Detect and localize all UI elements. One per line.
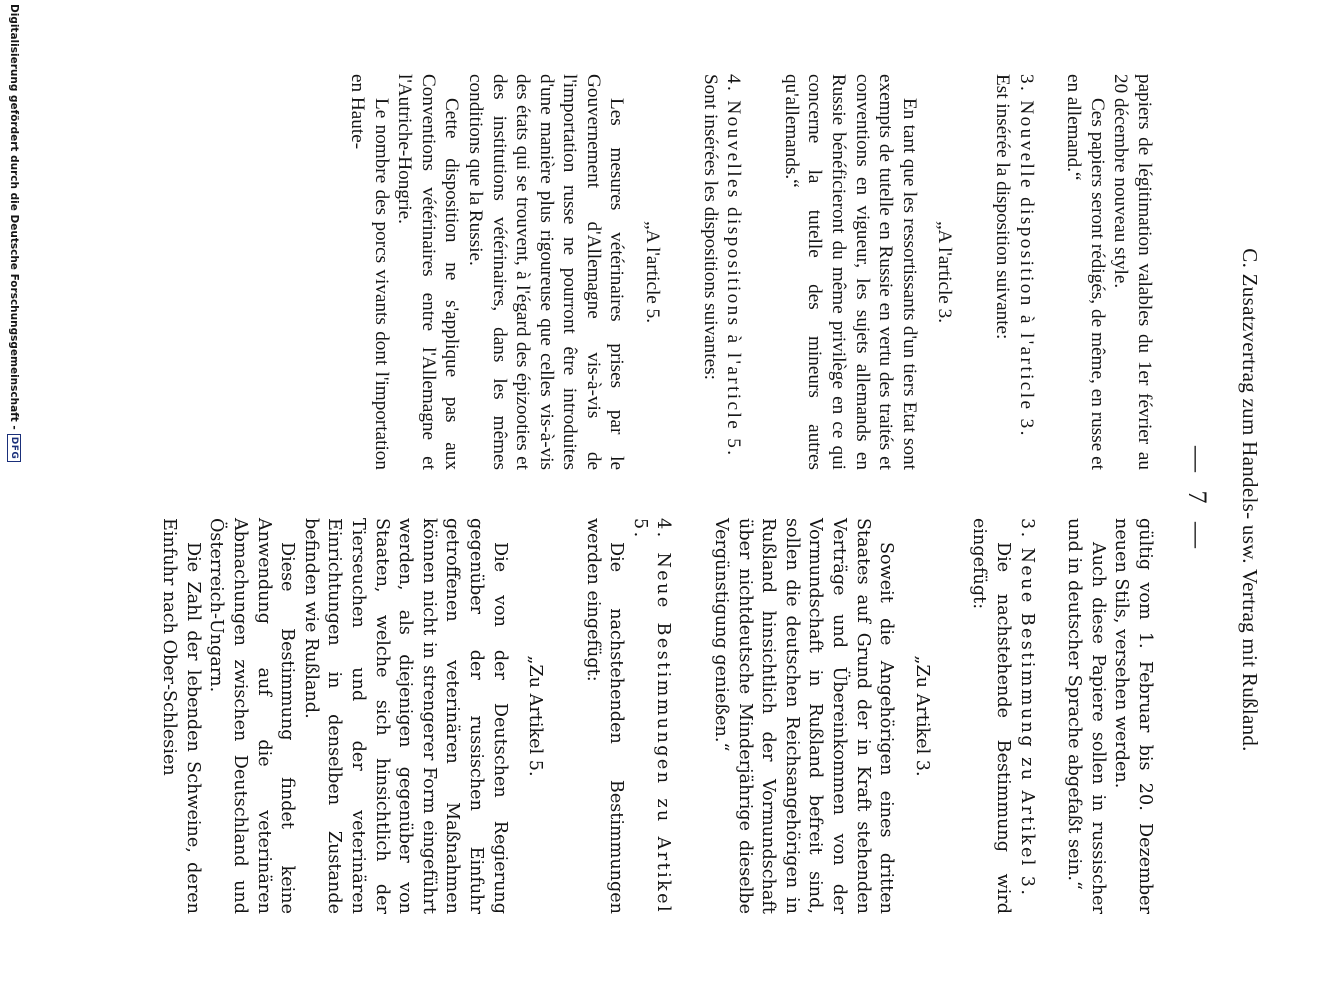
german-section-4-paragraph-1: Die von der Deutschen Regierung gegenüber der russischen Einfuhr getroffenen veterinären Maßnahmen können nicht in strengerer Form eingeführt werden, als diejenigen gegenüber von Staaten, welche sich hinsichtlich der Tierseuchen und der veterinären Einrichtungen in denselben Zustande befinden wie Rußland.: [300, 518, 510, 914]
german-section-3-quote-title: „Zu Artikel 3.: [911, 655, 932, 777]
french-intro: papiers de légitimation valables du 1er février au 20 décembre nouveau style.: [1110, 74, 1155, 470]
german-intro-2: Auch diese Papiere sollen in russischer und in deutscher Sprache abgefaßt sein.“: [1064, 518, 1108, 914]
french-column: [345, 74, 1156, 470]
german-section-3-lead: Die nachstehende Bestimmung wird eingefügt:: [969, 518, 1014, 914]
digitization-footer-text: Digitalisierung gefördert durch die Deutsche Forschungsgemeinschaft -: [8, 4, 20, 430]
german-section-4-heading: 4. Neue Bestimmungen zu Artikel 5.: [629, 518, 674, 914]
french-section-3-text: En tant que les ressortissants d'un tiers Etat sont exempts de tutelle en Russie en vertu des traités et conventions en vigueur, les sujets allemands en Russie bénéficieront du même privilège en ce qui concerne la tutelle des mineurs autres qu'allemands.“: [780, 74, 920, 470]
french-section-4-heading: 4. Nouvelles dispositions à l'article 5.: [723, 74, 745, 458]
french-section-4-paragraph-1: Les mesures vétérinaires prises par le Gouvernement d'Allemagne vis-à-vis de l'importation russe ne pourront être introduites d'une manière plus rigoureuse que celles vis-à-vis des états qui se trouvent, à l'égard des épizooties et des institutions vétérinaires, dans les mêmes conditions que la Russie.: [464, 74, 628, 470]
german-intro: gültig vom 1. Februar bis 20. Dezember neuen Stils, versehen werden.: [1111, 518, 1155, 914]
french-section-4-quote-title: „A l'article 5.: [642, 220, 664, 324]
german-section-3-text: Soweit die Angehörigen eines dritten Staates auf Grund der in Kraft stehenden Verträge und Übereinkommen von der Vormundschaft in Rußland befreit sind, sollen die deutschen Reichsangehörigen in Rußland hinsichtlich der Vormundschaft über nichtdeutsche Minderjährige dieselbe Vergünstigung genießen.“: [711, 518, 897, 914]
german-column: [157, 518, 1156, 914]
french-section-3-lead: Est insérée la disposition suivante:: [992, 74, 1014, 340]
french-intro-2: Ces papiers seront rédigés, de même, en russe et en allemand.“: [1063, 74, 1108, 470]
french-section-3-quote-title: „A l'article 3.: [934, 220, 956, 324]
dfg-logo-icon: DFG: [7, 434, 21, 463]
german-section-3-heading: 3. Neue Bestimmung zu Artikel 3.: [1016, 518, 1037, 898]
german-section-4-quote-title: „Zu Artikel 5.: [525, 655, 546, 777]
german-section-4-paragraph-2: Diese Bestimmung findet keine Anwendung auf die veterinären Abmachungen zwischen Deutschland und Österreich-Ungarn.: [206, 518, 298, 914]
digitization-footer: [4, 4, 24, 1004]
german-section-4-lead: Die nachstehenden Bestimmungen werden eingefügt:: [582, 518, 627, 914]
running-header: C. Zusatzvertrag zum Handels- usw. Vertrag mit Rußland.: [1238, 248, 1262, 752]
french-section-3-heading: 3. Nouvelle disposition à l'article 3.: [1015, 74, 1037, 438]
french-section-4-paragraph-3: Le nombre des porcs vivants dont l'importation en Haute-: [346, 74, 392, 470]
german-section-4-paragraph-3: Die Zahl der lebenden Schweine, deren Einfuhr nach Ober-Schlesien: [159, 518, 203, 914]
french-section-4-lead: Sont insérées les dispositions suivantes:: [699, 74, 721, 380]
french-section-4-paragraph-2: Cette disposition ne s'applique pas aux Conventions vétérinaires entre l'Allemagne et l'Autriche-Hongrie.: [394, 74, 463, 470]
page-number: — 7 —: [1183, 446, 1212, 554]
